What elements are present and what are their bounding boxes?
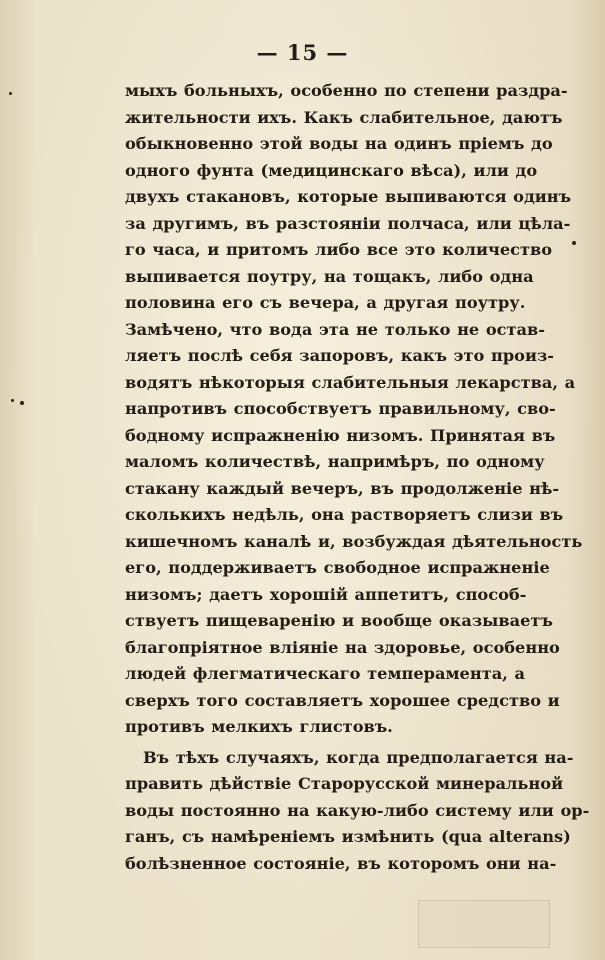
text-line: сколькихъ недѣль, она растворяетъ слизи въ: [125, 505, 564, 524]
text-line: обыкновенно этой воды на одинъ пріемъ до: [125, 134, 553, 153]
text-line: ганъ, съ намѣреніемъ измѣнить (qua alterans): [125, 827, 571, 846]
paragraph-1: [125, 78, 583, 741]
ink-speck: [572, 241, 576, 245]
text-line: воды постоянно на какую-либо систему или ор-: [125, 800, 590, 820]
text-line: болѣзненное состояніе, въ которомъ они на-: [125, 853, 557, 873]
ink-speck: [11, 399, 14, 402]
page-number: — 15 —: [256, 40, 349, 65]
text-line: бодному испражненію низомъ. Принятая въ: [125, 425, 556, 445]
text-line: править дѣйствіе Старорусской минеральной: [125, 774, 564, 793]
ink-speck: [9, 92, 12, 95]
text-line: Въ тѣхъ случаяхъ, когда предполагается на-: [143, 747, 574, 767]
text-line: людей флегматическаго темперамента, а: [125, 664, 525, 683]
text-line: жительности ихъ. Какъ слабительное, даютъ: [125, 107, 563, 127]
text-line: кишечномъ каналѣ и, возбуждая дѣятельность: [125, 531, 583, 551]
text-line: водятъ нѣкоторыя слабительныя лекарства, а: [125, 372, 576, 392]
text-line: выпивается поутру, на тощакъ, либо одна: [125, 266, 534, 286]
text-line: напротивъ способствуетъ правильному, сво-: [125, 399, 556, 418]
text-line: мыхъ больныхъ, особенно по степени раздра-: [125, 81, 568, 100]
text-line: го часа, и притомъ либо все это количество: [125, 240, 553, 259]
text-line: Замѣчено, что вода эта не только не остав-: [125, 319, 546, 339]
library-stamp-shadow: [418, 900, 550, 948]
text-line: двухъ стакановъ, которые выпиваются одинъ: [125, 187, 572, 206]
text-line: его, поддерживаетъ свободное испражненіе: [125, 558, 550, 577]
text-line: низомъ; даетъ хорошій аппетитъ, способ-: [125, 584, 527, 604]
text-line: одного фунта (медицинскаго вѣса), или до: [125, 160, 538, 180]
text-line: противъ мелкихъ глистовъ.: [125, 717, 393, 736]
text-line: благопріятное вліяніе на здоровье, особенно: [125, 637, 560, 657]
text-line: сверхъ того составляетъ хорошее средство и: [125, 690, 560, 710]
body-text: [125, 78, 590, 877]
text-line: ляетъ послѣ себя запоровъ, какъ это произ-: [125, 346, 555, 365]
text-line: половина его съ вечера, а другая поутру.: [125, 293, 526, 312]
ink-speck: [20, 401, 24, 405]
text-line: маломъ количествѣ, напримѣръ, по одному: [125, 452, 545, 471]
text-line: за другимъ, въ разстояніи полчаса, или цѣла-: [125, 213, 571, 233]
text-line: стакану каждый вечеръ, въ продолженіе нѣ-: [125, 478, 560, 498]
paragraph-2: [125, 745, 590, 878]
text-line: ствуетъ пищеваренію и вообще оказываетъ: [125, 611, 553, 630]
